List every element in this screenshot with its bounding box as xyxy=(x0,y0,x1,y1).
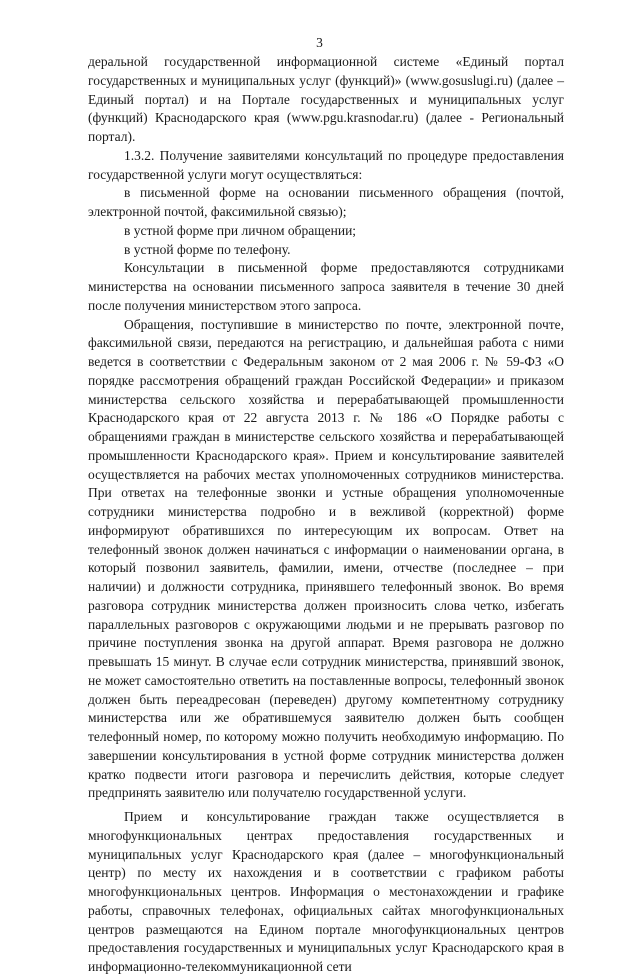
paragraph-multifunctional-centers: Прием и консультирование граждан также осуществляется в многофункциональных центрах предоставления государственных и муниципальных услуг Краснодарского края (далее – многофункциональный центр) по месту их нахождения и в соответствии с графиком работы многофункциональных центров. Информация о местонахождении и графике работы, справочных телефонах, официальных сайтах многофункциональных центров размещаются на Едином портале многофункциональных центров предоставления государственных и муниципальных услуг Краснодарского края в информационно-телекоммуникационной сети xyxy=(88,809,564,974)
list-item-oral-personal: в устной форме при личном обращении; xyxy=(124,222,357,238)
document-body xyxy=(88,53,564,977)
paragraph-appeals: Обращения, поступившие в министерство по почте, электронной почте, факсимильной связи, передаются на регистрацию, и дальнейшая работа с ними ведется в соответствии с Федеральным законом от 2 мая 2006 г. № 59-ФЗ «О порядке рассмотрения обращений граждан Российской Федерации» и приказом министерства сельского хозяйства и перерабатывающей промышленности Краснодарского края от 22 августа 2013 г. № 186 «О Порядке работы с обращениями граждан в министерстве сельского хозяйства и перерабатывающей промышленности Краснодарского края». Прием и консультирование заявителей осуществляется на рабочих местах уполномоченных сотрудников министерства. При ответах на телефонные звонки и устные обращения уполномоченные сотрудники министерства подробно и в вежливой (корректной) форме информируют обратившихся по интересующим их вопросам. Ответ на телефонный звонок должен начинаться с информации о наименовании органа, в который позвонил заявитель, фамилии, имени, отчестве (последнее – при наличии) и должности сотрудника, принявшего телефонный звонок. Во время разговора сотрудник министерства должен произносить слова четко, избегать параллельных разговоров с окружающими людьми и не прерывать разговор по причине поступления звонка на другой аппарат. Время разговора не должно превышать 15 минут. В случае если сотрудник министерства, принявший звонок, не может самостоятельно ответить на поставленные вопросы, телефонный звонок должен быть переадресован (переведен) другому компетентному сотруднику министерства или же обратившемуся заявителю должен быть сообщен телефонный номер, по которому можно получить необходимую информацию. По завершении консультирования в устной форме сотрудник министерства должен кратко подвести итоги разговора и перечислить действия, которые следует предпринять заявителю или получателю государственной услуги. xyxy=(88,316,564,801)
paragraph-continued: деральной государственной информационной системе «Единый портал государственных и муниципальных услуг (функций)» (www.gosuslugi.ru) (далее – Единый портал) и на Портале государственных и муниципальных услуг (функций) Краснодарского края (www.pgu.krasnodar.ru) (далее - Региональный портал). xyxy=(88,54,564,144)
page-number: 3 xyxy=(316,35,323,50)
list-item-oral-phone: в устной форме по телефону. xyxy=(124,241,291,257)
paragraph-written-consultations: Консультации в письменной форме предоставляются сотрудниками министерства на основании письменного запроса заявителя в течение 30 дней после получения министерством этого запроса. xyxy=(88,260,564,313)
list-item-written-form: в письменной форме на основании письменного обращения (почтой, электронной почтой, факсимильной связью); xyxy=(88,185,564,219)
paragraph-1-3-2: 1.3.2. Получение заявителями консультаций по процедуре предоставления государственной услуги могут осуществляться: xyxy=(88,147,564,182)
